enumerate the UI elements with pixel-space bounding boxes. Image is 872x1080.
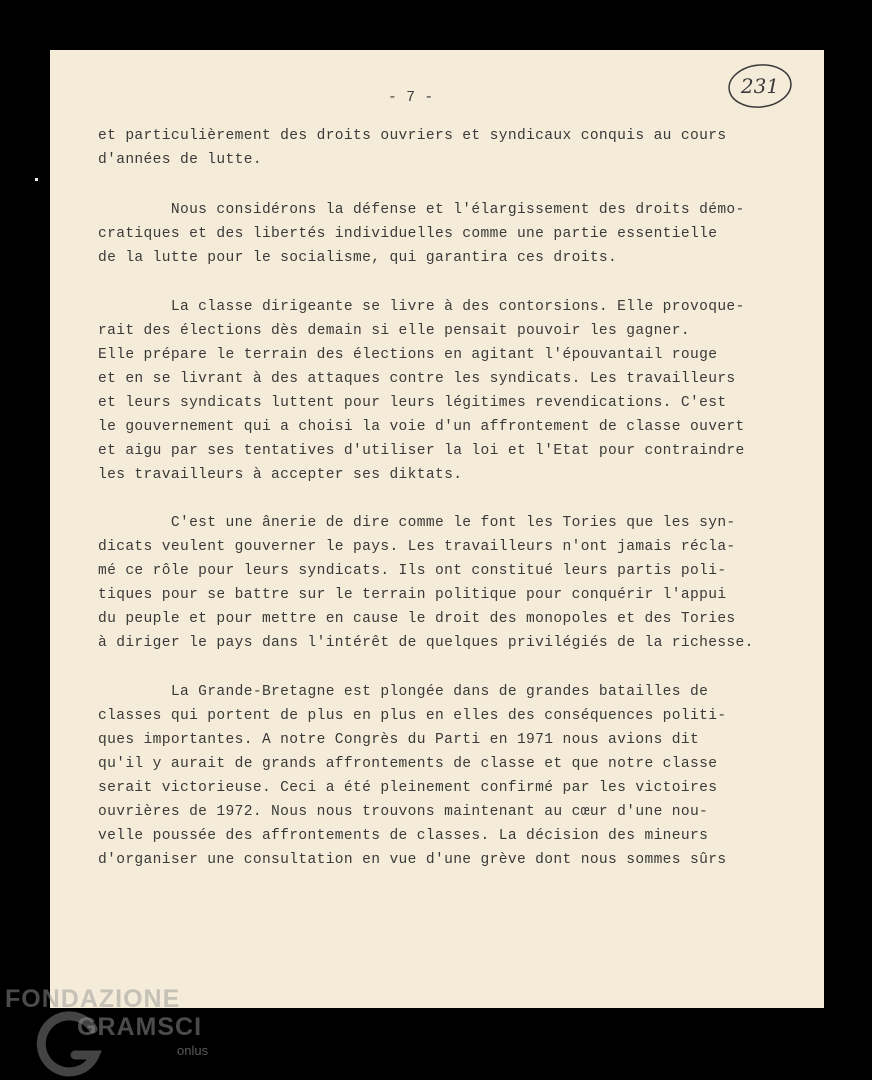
text-line: dicats veulent gouverner le pays. Les travailleurs n'ont jamais récla- xyxy=(98,539,736,555)
text-line: Elle prépare le terrain des élections en agitant l'épouvantail rouge xyxy=(98,347,718,363)
document-page xyxy=(50,50,824,1008)
text-line: serait victorieuse. Ceci a été pleinement confirmé par les victoires xyxy=(98,780,718,796)
watermark-logo xyxy=(5,985,225,1075)
text-line: mé ce rôle pour leurs syndicats. Ils ont constitué leurs partis poli- xyxy=(98,563,727,579)
watermark-line-2: GRAMSCI xyxy=(77,1013,203,1041)
text-line: ques importantes. A notre Congrès du Parti en 1971 nous avions dit xyxy=(98,732,700,748)
text-line: d'organiser une consultation en vue d'une grève dont nous sommes sûrs xyxy=(98,852,727,868)
text-line: Nous considérons la défense et l'élargissement des droits démo- xyxy=(98,202,745,218)
scan-artifact xyxy=(35,178,38,181)
text-line: cratiques et des libertés individuelles comme une partie essentielle xyxy=(98,226,718,242)
text-line: du peuple et pour mettre en cause le droit des monopoles et des Tories xyxy=(98,611,736,627)
handwritten-page-annotation xyxy=(728,63,792,109)
text-line: classes qui portent de plus en plus en elles des conséquences politi- xyxy=(98,708,727,724)
annotation-number: 231 xyxy=(740,74,780,98)
text-line: et en se livrant à des attaques contre les syndicats. Les travailleurs xyxy=(98,371,736,387)
text-line: La classe dirigeante se livre à des contorsions. Elle provoque- xyxy=(98,299,745,315)
page-number: - 7 - xyxy=(388,90,434,106)
text-line: d'années de lutte. xyxy=(98,152,262,168)
text-line: C'est une ânerie de dire comme le font les Tories que les syn- xyxy=(98,515,736,531)
watermark-line-3: onlus xyxy=(177,1043,209,1058)
text-line: et aigu par ses tentatives d'utiliser la loi et l'Etat pour contraindre xyxy=(98,443,745,459)
text-line: de la lutte pour le socialisme, qui garantira ces droits. xyxy=(98,250,618,266)
text-line: velle poussée des affrontements de classes. La décision des mineurs xyxy=(98,828,709,844)
text-line: tiques pour se battre sur le terrain politique pour conquérir l'appui xyxy=(98,587,727,603)
text-line: à diriger le pays dans l'intérêt de quelques privilégiés de la richesse. xyxy=(98,635,754,651)
text-line: La Grande-Bretagne est plongée dans de grandes batailles de xyxy=(98,684,709,700)
text-line: rait des élections dès demain si elle pensait pouvoir les gagner. xyxy=(98,323,690,339)
text-line: ouvrières de 1972. Nous nous trouvons maintenant au cœur d'une nou- xyxy=(98,804,709,820)
text-line: le gouvernement qui a choisi la voie d'un affrontement de classe ouvert xyxy=(98,419,745,435)
text-line: les travailleurs à accepter ses diktats. xyxy=(98,467,463,483)
text-line: et leurs syndicats luttent pour leurs légitimes revendications. C'est xyxy=(98,395,727,411)
watermark-line-1: FONDAZIONE xyxy=(5,985,181,1013)
text-line: qu'il y aurait de grands affrontements de classe et que notre classe xyxy=(98,756,718,772)
text-line: et particulièrement des droits ouvriers et syndicaux conquis au cours xyxy=(98,128,727,144)
